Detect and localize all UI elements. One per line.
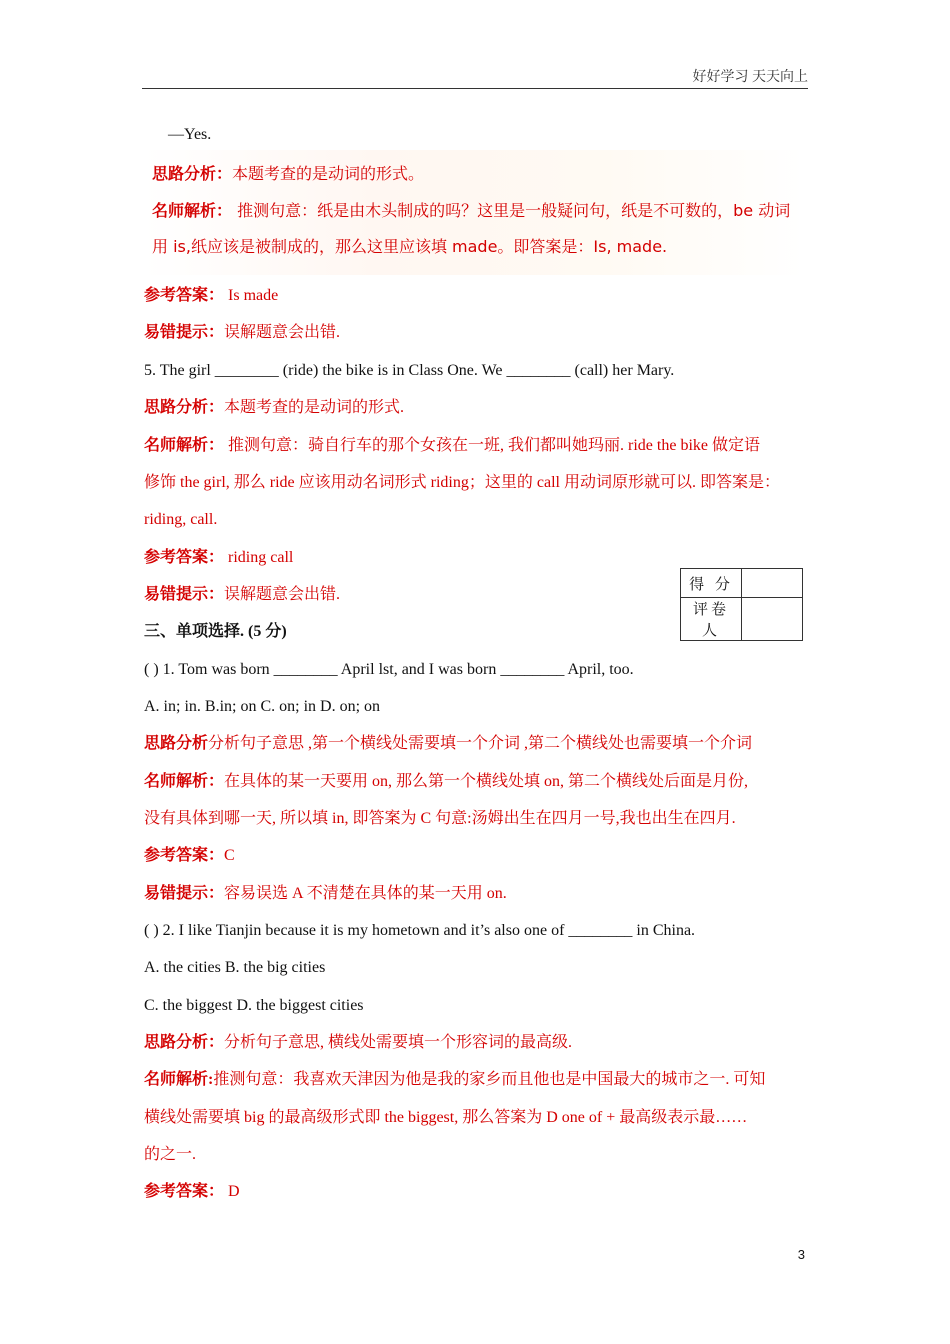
mc2-analysis: 思路分析：分析句子意思, 横线处需要填一个形容词的最高级. <box>144 1034 573 1051</box>
mc-question-2-options-c: C. the biggest D. the biggest cities <box>144 997 364 1014</box>
mc1-tip: 易错提示：容易误选 A 不清楚在具体的某一天用 on. <box>144 885 507 902</box>
mc-question-1-options: A. in; in. B.in; on C. on; in D. on; on <box>144 698 381 715</box>
grader-label: 评卷人 <box>681 598 742 641</box>
mc2-answer: 参考答案： D <box>144 1183 240 1200</box>
section-3-title: 三、单项选择. (5 分) <box>144 623 287 640</box>
explanation-5-cont: 修饰 the girl, 那么 ride 应该用动名词形式 riding；这里的 call 用动词原形就可以. 即答案是： <box>144 474 780 491</box>
explanation-5: 名师解析： 推测句意：骑自行车的那个女孩在一班, 我们都叫她玛丽. ride the bike 做定语 <box>144 437 760 454</box>
score-label: 得 分 <box>681 569 742 598</box>
header-rule <box>142 88 808 89</box>
mc-question-2-options-a: A. the cities B. the big cities <box>144 959 326 976</box>
answer-5: 参考答案： riding call <box>144 549 294 566</box>
score-box <box>680 568 803 641</box>
question-5: 5. The girl ________ (ride) the bike is in Class One. We ________ (call) her Mary. <box>144 362 675 379</box>
mc-question-2: ( ) 2. I like Tianjin because it is my hometown and it’s also one of ________ in China. <box>144 922 696 939</box>
answer-1: 参考答案： Is made <box>144 287 279 304</box>
mc1-answer: 参考答案：C <box>144 847 235 864</box>
tip-5: 易错提示：误解题意会出错. <box>144 586 341 603</box>
image-line-3: 用 is,纸应该是被制成的，那么这里应该填 made。即答案是：Is, made. <box>152 237 668 256</box>
score-value[interactable] <box>742 569 803 598</box>
mc1-explanation-cont: 没有具体到哪一天, 所以填 in, 即答案为 C 句意:汤姆出生在四月一号,我也出生在四月. <box>144 810 736 827</box>
mc-question-1: ( ) 1. Tom was born ________ April lst, and I was born ________ April, too. <box>144 661 634 678</box>
explanation-5-cont2: riding, call. <box>144 511 218 528</box>
page-header: 好好学习 天天向上 <box>692 70 808 85</box>
mc2-explanation-cont2: 的之一. <box>144 1146 197 1163</box>
analysis-5: 思路分析：本题考查的是动词的形式. <box>144 399 405 416</box>
mc1-explanation: 名师解析：在具体的某一天要用 on, 那么第一个横线处填 on, 第二个横线处后面是月份, <box>144 773 749 790</box>
mc2-explanation-cont: 横线处需要填 big 的最高级形式即 the biggest, 那么答案为 D one of + 最高级表示最…… <box>144 1109 748 1126</box>
mc1-analysis: 思路分析分析句子意思 ,第一个横线处需要填一个介词 ,第二个横线处也需要填一个介词 <box>144 735 753 752</box>
page-number: 3 <box>797 1247 805 1262</box>
image-line-2: 名师解析： 推测句意：纸是由木头制成的吗？这里是一般疑问句，纸是不可数的，be 动词 <box>152 201 791 220</box>
tip-1: 易错提示：误解题意会出错. <box>144 324 341 341</box>
answer-yes: —Yes. <box>168 126 212 143</box>
embedded-analysis-image <box>144 150 804 275</box>
grader-value[interactable] <box>742 598 803 641</box>
mc2-explanation: 名师解析:推测句意：我喜欢天津因为他是我的家乡而且他也是中国最大的城市之一. 可知 <box>144 1071 766 1088</box>
image-line-1: 思路分析：本题考查的是动词的形式。 <box>152 164 425 183</box>
